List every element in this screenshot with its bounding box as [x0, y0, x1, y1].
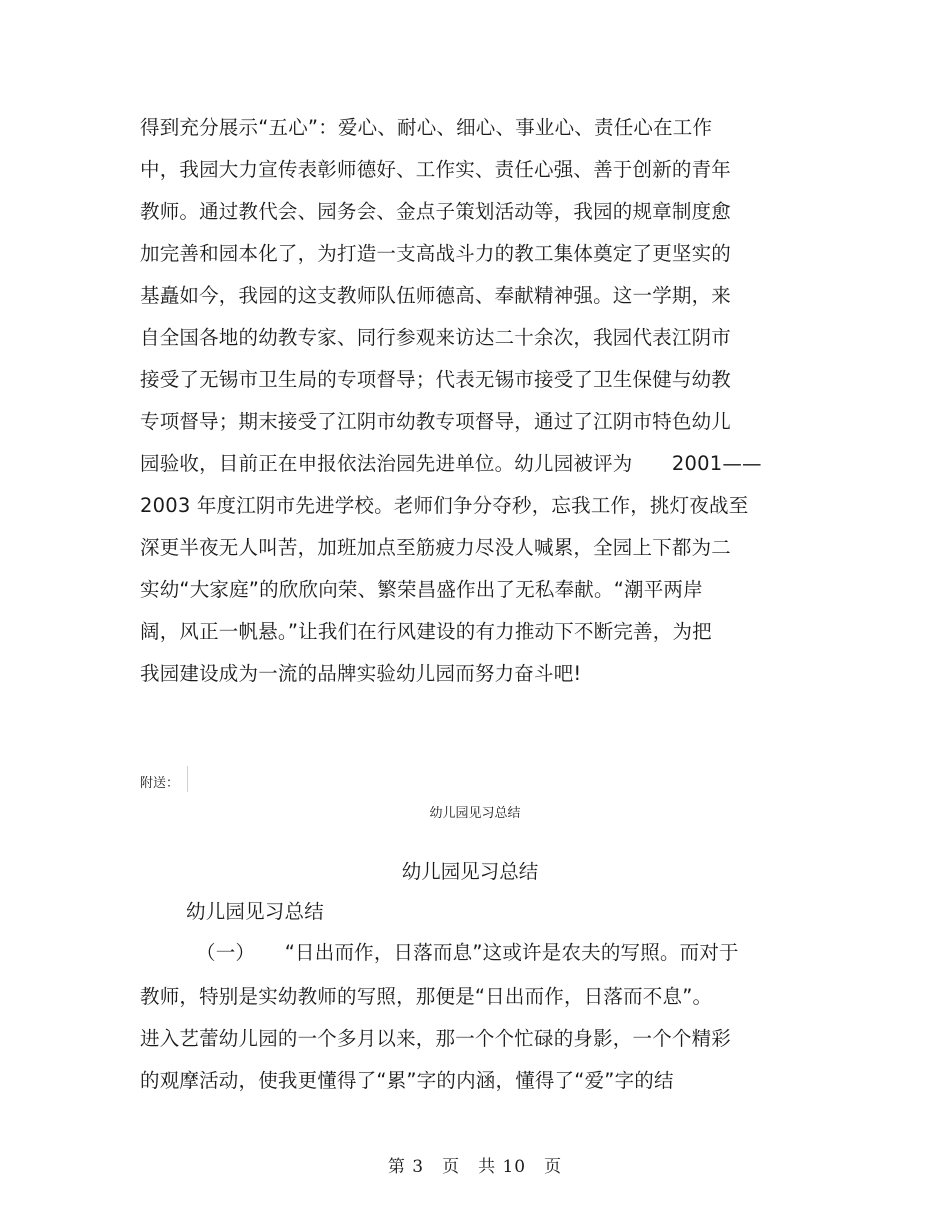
- body-line: 深更半夜无人叫苦，加班加点至筋疲力尽没人喊累，全园上下都为二: [140, 536, 732, 559]
- body-line: 得到充分展示“五心”：爱心、耐心、细心、事业心、责任心在工作: [140, 116, 713, 139]
- body-line: 我园建设成为一流的品牌实验幼儿园而努力奋斗吧!: [140, 662, 582, 685]
- body-line: 自全国各地的幼教专家、同行参观来访达二十余次，我园代表江阴市: [140, 326, 732, 349]
- appendix-label: 附送：: [140, 776, 180, 791]
- body-line: 基矗如今，我园的这支教师队伍师德高、奉献精神强。这一学期，来: [140, 284, 732, 307]
- body-line: 加完善和园本化了，为打造一支高战斗力的教工集体奠定了更坚实的: [140, 242, 732, 265]
- body-line: 的观摩活动，使我更懂得了“累”字的内涵，懂得了“爱”字的结: [140, 1069, 674, 1092]
- body-line: 实幼“大家庭”的欣欣向荣、繁荣昌盛作出了无私奉献。“潮平两岸: [140, 578, 703, 601]
- body-line: 阔，风正一帆悬。”让我们在行风建设的有力推动下不断完善，为把: [140, 620, 712, 643]
- body-line: 接受了无锡市卫生局的专项督导；代表无锡市接受了卫生保健与幼教: [140, 368, 732, 391]
- section-title: 幼儿园见习总结: [401, 860, 539, 883]
- body-line: 教师。通过教代会、园务会、金点子策划活动等，我园的规章制度愈: [140, 200, 732, 223]
- appendix-small-title: 幼儿园见习总结: [429, 806, 521, 821]
- body-line: （一） “日出而作，日落而息”这或许是农夫的写照。而对于: [196, 941, 739, 964]
- body-line: 园验收，目前正在申报依法治园先进单位。幼儿园被评为 2001——: [140, 452, 762, 475]
- body-line: 教师，特别是实幼教师的写照，那便是“日出而作，日落而不息”。: [140, 985, 713, 1008]
- page-footer: 第 3 页 共 10 页: [387, 1157, 563, 1177]
- body-line: 2003 年度江阴市先进学校。老师们争分夺秒，忘我工作，挑灯夜战至: [140, 494, 749, 517]
- body-line: 进入艺蕾幼儿园的一个多月以来，那一个个忙碌的身影，一个个精彩: [140, 1027, 732, 1050]
- subtitle: 幼儿园见习总结: [186, 900, 324, 923]
- body-line: 中，我园大力宣传表彰师德好、工作实、责任心强、善于创新的青年: [140, 158, 732, 181]
- divider: [187, 766, 188, 792]
- body-line: 专项督导；期末接受了江阴市幼教专项督导，通过了江阴市特色幼儿: [140, 410, 732, 433]
